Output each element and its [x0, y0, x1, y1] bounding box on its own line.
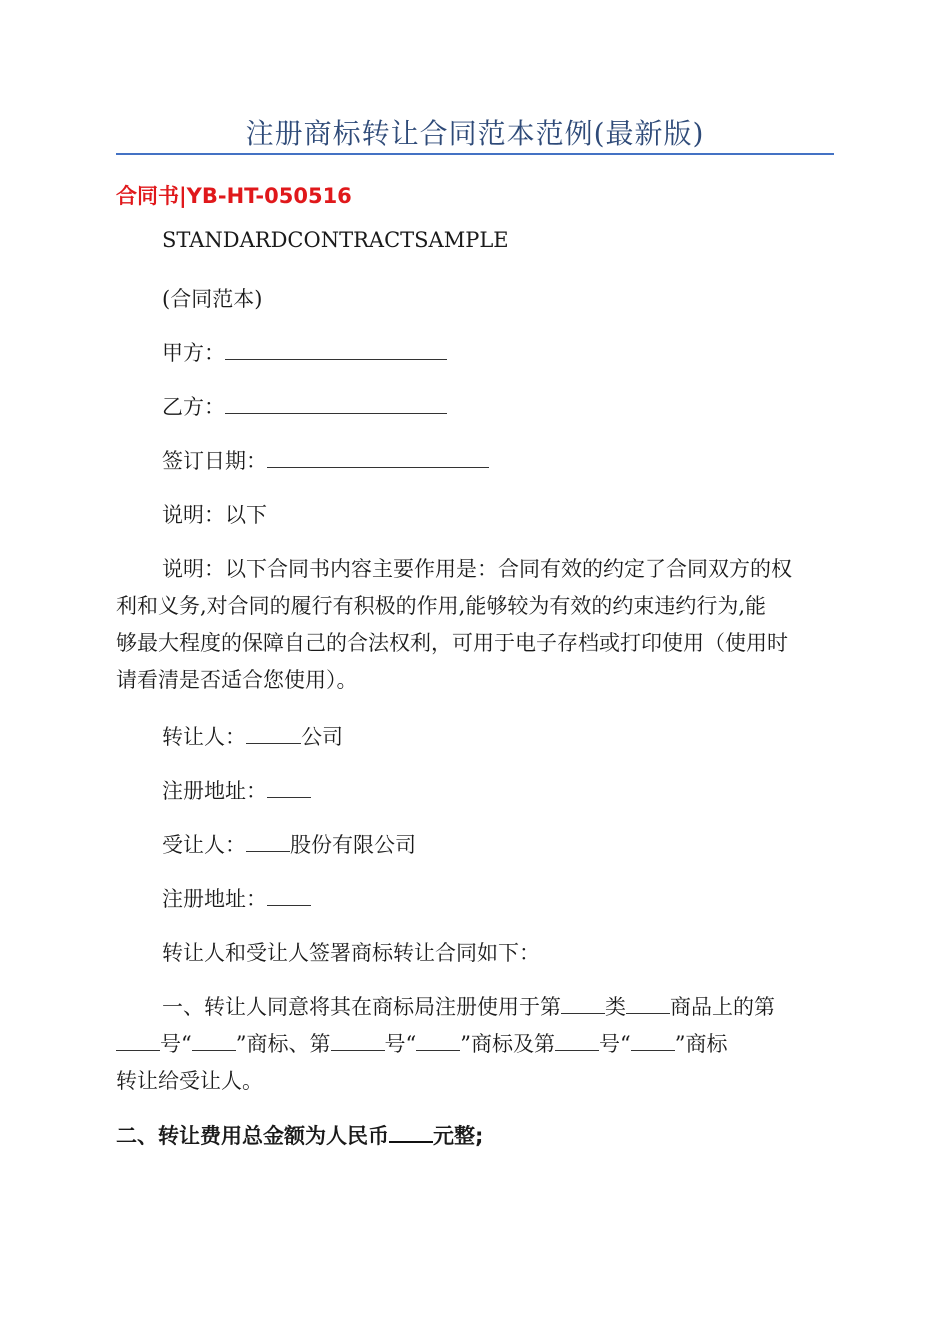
reg-address-label-2: 注册地址：: [162, 887, 267, 911]
party-b-label: 乙方：: [162, 395, 225, 419]
transferor-suffix: 公司: [301, 725, 343, 749]
reg-address-line-2: [162, 883, 311, 913]
note-short: 说明：以下: [162, 503, 267, 527]
transferor-label: 转让人：: [162, 725, 246, 749]
clause-1-text-f: 号“: [384, 1032, 417, 1056]
transferor-blank: [246, 723, 301, 744]
trademark-name-blank-3: [631, 1030, 675, 1051]
goods-blank: [626, 993, 670, 1014]
note-line-1: 说明：以下合同书内容主要作用是：合同有效的约定了合同双方的权: [162, 557, 792, 581]
sign-date-line: [162, 445, 489, 475]
party-a-blank: [225, 339, 447, 360]
party-a-line: [162, 337, 447, 367]
note-line-2: 利和义务,对合同的履行有积极的作用,能够较为有效的约束违约行为,能: [116, 594, 767, 618]
sign-date-label: 签订日期：: [162, 449, 267, 473]
clause-1-text-g: ”商标及第: [460, 1032, 555, 1056]
clause-1-line-1: [162, 991, 775, 1021]
standard-sample-text: STANDARDCONTRACTSAMPLE: [162, 228, 509, 252]
reg-address-line: [162, 775, 311, 805]
transferor-line: [162, 721, 343, 751]
trademark-no-blank-3: [555, 1030, 599, 1051]
party-b-line: [162, 391, 447, 421]
trademark-name-blank-2: [416, 1030, 460, 1051]
reg-address-blank-2: [267, 885, 311, 906]
amount-blank: [389, 1121, 433, 1143]
trademark-name-blank-1: [192, 1030, 236, 1051]
title-divider: [116, 153, 834, 155]
agreement-intro: 转让人和受让人签署商标转让合同如下：: [162, 941, 540, 965]
reg-address-blank: [267, 777, 311, 798]
sample-label: (合同范本): [162, 287, 263, 311]
clause-1-line-2: [116, 1028, 834, 1058]
contract-code: 合同书|YB-HT-050516: [116, 184, 352, 208]
clause-2-text-b: 元整;: [433, 1124, 484, 1148]
clause-1-text-a: 一、转让人同意将其在商标局注册使用于第: [162, 995, 561, 1019]
transferee-blank: [246, 831, 290, 852]
trademark-no-blank-1: [116, 1030, 160, 1051]
trademark-no-blank-2: [331, 1030, 385, 1051]
party-a-label: 甲方：: [162, 341, 225, 365]
clause-1-text-i: ”商标: [674, 1032, 728, 1056]
transferee-line: [162, 829, 416, 859]
sign-date-blank: [267, 447, 489, 468]
reg-address-label: 注册地址：: [162, 779, 267, 803]
clause-1-text-b: 类: [605, 995, 626, 1019]
transferee-label: 受让人：: [162, 833, 246, 857]
note-line-4: 请看清是否适合您使用）。: [116, 668, 358, 692]
clause-2: [116, 1120, 483, 1150]
clause-1-text-d: 号“: [160, 1032, 192, 1056]
note-line-3: 够最大程度的保障自己的合法权利，可用于电子存档或打印使用（使用时: [116, 631, 788, 655]
document-title: 注册商标转让合同范本范例(最新版): [245, 117, 705, 150]
clause-1-line-3: 转让给受让人。: [116, 1069, 263, 1093]
transferee-suffix: 股份有限公司: [290, 833, 416, 857]
clause-1-text-h: 号“: [599, 1032, 631, 1056]
clause-1-text-c: 商品上的第: [670, 995, 775, 1019]
clause-2-text-a: 二、转让费用总金额为人民币: [116, 1124, 389, 1148]
class-blank: [561, 993, 605, 1014]
party-b-blank: [225, 393, 447, 414]
clause-1-text-e: ”商标、第: [235, 1032, 331, 1056]
